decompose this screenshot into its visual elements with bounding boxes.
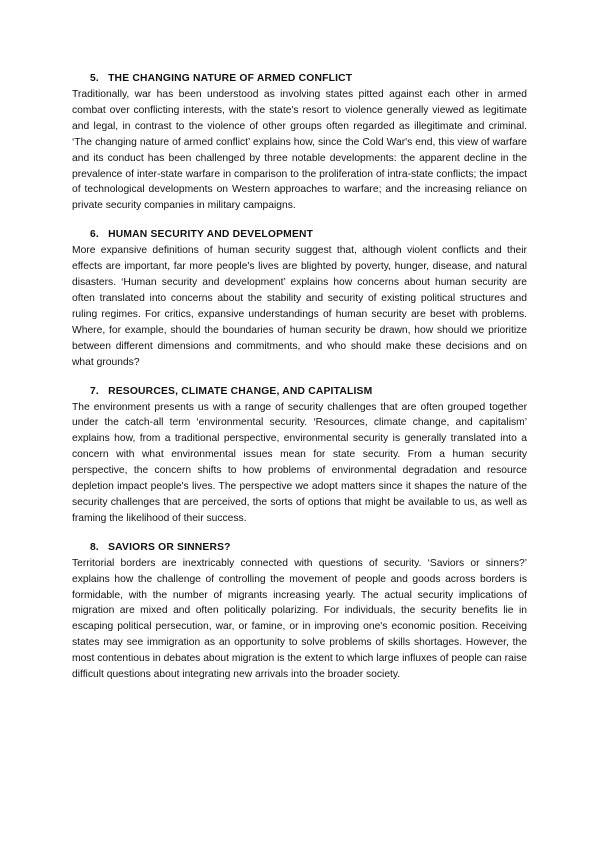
section-title: SAVIORS OR SINNERS? bbox=[108, 541, 231, 553]
document-page bbox=[72, 72, 527, 697]
section-number: 8. bbox=[90, 541, 99, 553]
section-body: The environment presents us with a range of security challenges that are often grouped together under the catch-all term ‘environmental security. ‘Resources, climate change, and capitalism’ explains how, from a traditional perspective, environmental security is generally translated into a concern with what environmental issues mean for state security. From a human security perspective, the concern shifts to how problems of environmental degradation and resource depletion impact people's lives. The perspective we adopt matters since it shapes the nature of the security challenges that are perceived, the sorts of options that might be available to us, as well as framing the likelihood of their success. bbox=[72, 401, 527, 524]
section-title: RESOURCES, CLIMATE CHANGE, AND CAPITALISM bbox=[108, 385, 373, 397]
section-heading bbox=[72, 541, 527, 555]
section-number: 5. bbox=[90, 73, 99, 84]
section-body: More expansive definitions of human security suggest that, although violent conflicts and their effects are important, far more people's lives are blighted by poverty, hunger, disease, and natural disasters. ‘Human security and development’ explains how concerns about human security are often translated into concerns about the stability and security of existing political structures and ruling regimes. For critics, expansive understandings of human security are beset with problems. Where, for example, should the boundaries of human security be drawn, how should we prioritize between different dimensions and commitments, and who should make these decisions and on what grounds? bbox=[72, 245, 527, 368]
section-resources-climate bbox=[72, 385, 527, 527]
section-saviors-sinners bbox=[72, 541, 527, 683]
section-heading bbox=[72, 385, 527, 399]
section-armed-conflict bbox=[72, 72, 527, 214]
section-heading bbox=[72, 228, 527, 242]
section-title: THE CHANGING NATURE OF ARMED CONFLICT bbox=[108, 73, 353, 84]
section-title: HUMAN SECURITY AND DEVELOPMENT bbox=[108, 229, 314, 241]
section-human-security bbox=[72, 228, 527, 370]
section-heading bbox=[72, 72, 527, 86]
section-body: Traditionally, war has been understood as involving states pitted against each other in armed combat over conflicting interests, with the state's resort to violence generally viewed as legitimate and legal, in contrast to the violence of other groups often regarded as illegitimate and criminal. ‘The changing nature of armed conflict’ explains how, since the Cold War's end, this view of warfare and its conduct has been challenged by three notable developments: the apparent decline in the prevalence of inter-state warfare in comparison to the proliferation of intra-state conflicts; the impact of technological developments on Western approaches to warfare; and the increasing reliance on private security companies in military campaigns. bbox=[72, 89, 527, 212]
section-number: 6. bbox=[90, 229, 99, 241]
section-number: 7. bbox=[90, 385, 99, 397]
section-body: Territorial borders are inextricably connected with questions of security. ‘Saviors or sinners?’ explains how the challenge of controlling the movement of people and goods across borders is formidable, with the number of migrants increasing yearly. The actual security implications of migration are mixed and often politically polarizing. For individuals, the security benefits lie in escaping political persecution, war, or famine, or in improving one's economic position. Receiving states may see immigration as an opportunity to solve problems of skills shortages. However, the most contentious in debates about migration is the extent to which large influxes of people can raise difficult questions about integrating new arrivals into the broader society. bbox=[72, 557, 527, 681]
